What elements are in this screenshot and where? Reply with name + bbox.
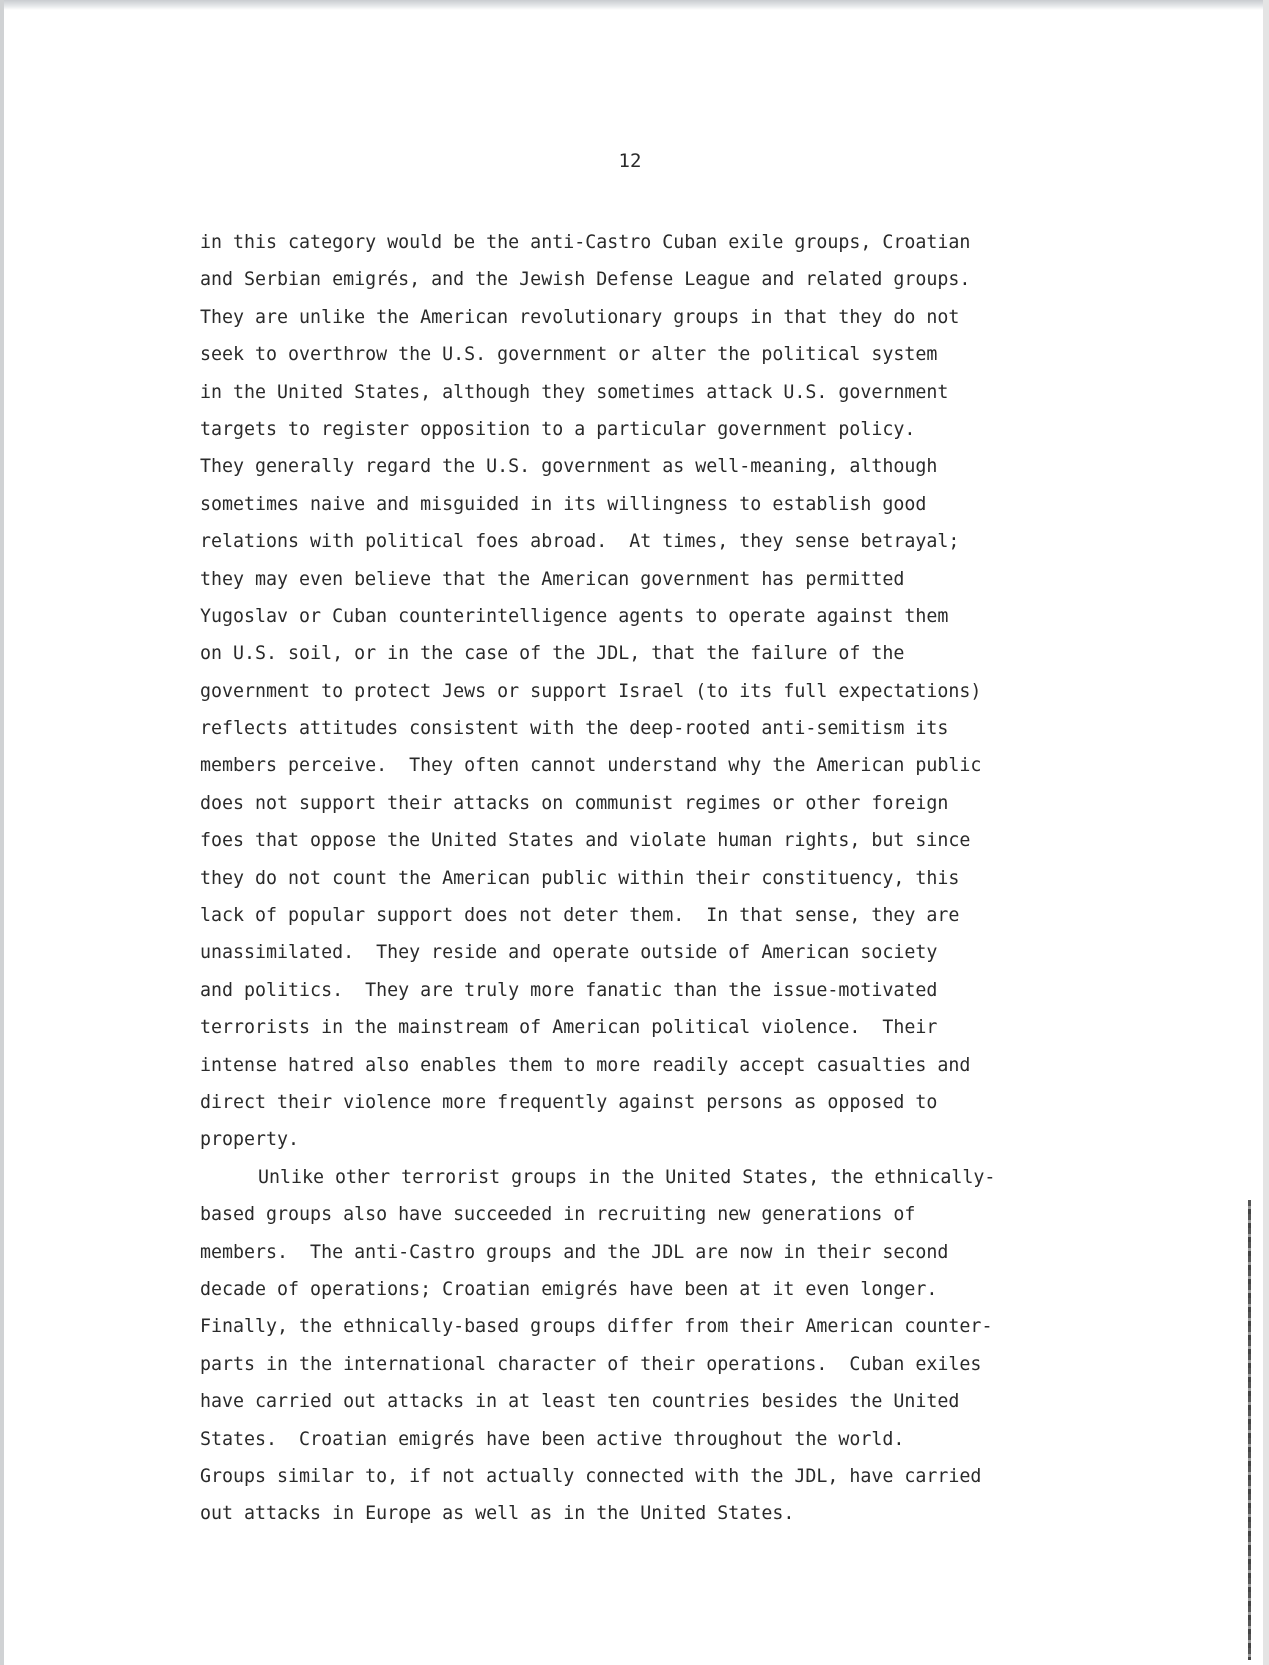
text-line: lack of popular support does not deter them. In that sense, they are	[200, 905, 960, 927]
text-line: based groups also have succeeded in recruiting new generations of	[200, 1204, 916, 1226]
text-line: and politics. They are truly more fanatic than the issue-motivated	[200, 979, 938, 1001]
text-line: members perceive. They often cannot understand why the American public	[200, 755, 982, 777]
text-line: They generally regard the U.S. government as well-meaning, although	[200, 456, 938, 478]
text-line: members. The anti-Castro groups and the JDL are now in their second	[200, 1241, 949, 1263]
text-line: Yugoslav or Cuban counterintelligence agents to operate against them	[200, 605, 949, 627]
text-line: intense hatred also enables them to more readily accept casualties and	[200, 1054, 971, 1076]
text-line: they may even believe that the American government has permitted	[200, 568, 905, 590]
body-text	[200, 224, 1190, 1533]
text-line: in the United States, although they sometimes attack U.S. government	[200, 381, 949, 403]
text-line: on U.S. soil, or in the case of the JDL, that the failure of the	[200, 643, 905, 665]
page-number: 12	[618, 150, 642, 172]
text-line: does not support their attacks on communist regimes or other foreign	[200, 792, 949, 814]
text-line: relations with political foes abroad. At times, they sense betrayal;	[200, 531, 960, 553]
text-line: foes that oppose the United States and violate human rights, but since	[200, 830, 971, 852]
text-line: they do not count the American public within their constituency, this	[200, 867, 960, 889]
text-line: decade of operations; Croatian emigrés have been at it even longer.	[200, 1278, 938, 1300]
paragraph-start-line: Unlike other terrorist groups in the United States, the ethnically-	[258, 1166, 996, 1188]
text-line: sometimes naive and misguided in its willingness to establish good	[200, 493, 927, 515]
text-line: property.	[200, 1129, 300, 1151]
scan-right-edge	[1263, 0, 1269, 1665]
text-line: in this category would be the anti-Castro Cuban exile groups, Croatian	[200, 232, 971, 253]
text-line: unassimilated. They reside and operate outside of American society	[200, 942, 938, 964]
text-line: out attacks in Europe as well as in the United States.	[200, 1503, 795, 1525]
text-line: Finally, the ethnically-based groups differ from their American counter-	[200, 1316, 993, 1338]
text-line: reflects attitudes consistent with the deep-rooted anti-semitism its	[200, 718, 949, 740]
text-line: targets to register opposition to a particular government policy.	[200, 418, 916, 440]
scan-top-edge	[0, 0, 1269, 10]
text-line: States. Croatian emigrés have been active throughout the world.	[200, 1428, 905, 1450]
text-line: terrorists in the mainstream of American political violence. Their	[200, 1017, 938, 1039]
text-line: direct their violence more frequently against persons as opposed to	[200, 1091, 938, 1113]
text-line: and Serbian emigrés, and the Jewish Defense League and related groups.	[200, 269, 971, 291]
text-line: seek to overthrow the U.S. government or alter the political system	[200, 344, 938, 366]
text-line: have carried out attacks in at least ten countries besides the United	[200, 1391, 960, 1413]
text-line: Groups similar to, if not actually connected with the JDL, have carried	[200, 1465, 982, 1487]
binding-mark	[1248, 1200, 1251, 1660]
text-line: parts in the international character of their operations. Cuban exiles	[200, 1353, 982, 1375]
text-line: They are unlike the American revolutionary groups in that they do not	[200, 306, 960, 328]
scan-left-edge	[0, 0, 4, 1665]
text-line: government to protect Jews or support Israel (to its full expectations)	[200, 680, 982, 702]
